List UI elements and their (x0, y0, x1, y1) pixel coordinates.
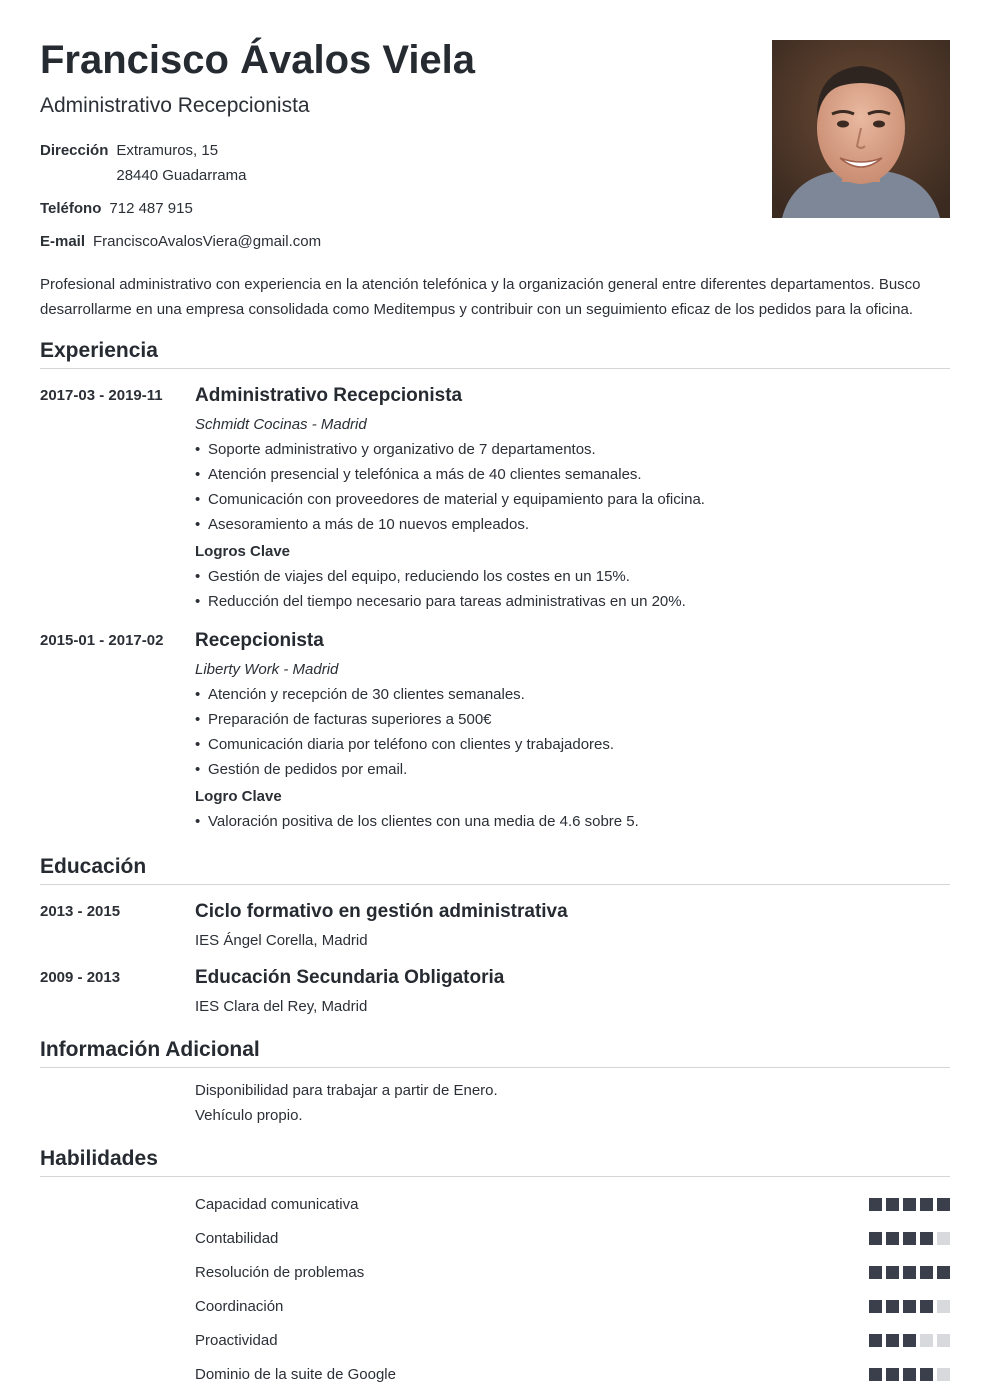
experience-section (40, 338, 950, 834)
job-title: Administrativo Recepcionista (195, 385, 463, 406)
skill-level-filled (886, 1198, 899, 1211)
skill-level-empty (937, 1368, 950, 1381)
list-item: • Atención presencial y telefónica a más de 40 clientes semanales. (195, 462, 950, 487)
experience-dates: 2017-03 - 2019-11 (40, 387, 163, 404)
skill-row (40, 1289, 950, 1323)
list-item: • Gestión de viajes del equipo, reduciendo los costes en un 15%. (195, 564, 950, 589)
skill-rating (869, 1300, 950, 1313)
additional-line: Disponibilidad para trabajar a partir de Enero. (195, 1082, 498, 1099)
skill-level-filled (920, 1300, 933, 1313)
experience-heading: Experiencia (40, 338, 950, 369)
skill-row (40, 1187, 950, 1221)
skill-rating (869, 1334, 950, 1347)
candidate-name: Francisco Ávalos Viela (40, 38, 476, 82)
institution-name: IES Clara del Rey, Madrid (195, 998, 368, 1015)
phone-label: Teléfono (40, 200, 102, 217)
achievements-label: Logro Clave (195, 788, 282, 805)
skill-level-filled (920, 1368, 933, 1381)
email-row (40, 229, 950, 254)
skill-level-filled (886, 1266, 899, 1279)
skill-level-filled (903, 1334, 916, 1347)
skill-level-filled (886, 1368, 899, 1381)
list-item: • Soporte administrativo y organizativo de 7 departamentos. (195, 437, 950, 462)
profile-photo (772, 40, 950, 218)
degree-title: Educación Secundaria Obligatoria (195, 967, 505, 988)
skill-rating (869, 1266, 950, 1279)
skill-level-filled (903, 1300, 916, 1313)
company-name: Schmidt Cocinas - Madrid (195, 416, 367, 433)
skill-level-filled (886, 1300, 899, 1313)
education-dates: 2013 - 2015 (40, 903, 121, 920)
skill-level-filled (903, 1266, 916, 1279)
experience-entry (40, 628, 950, 834)
education-dates: 2009 - 2013 (40, 969, 121, 986)
education-section (40, 854, 950, 1019)
skill-level-filled (869, 1300, 882, 1313)
skill-level-filled (869, 1266, 882, 1279)
skill-level-filled (937, 1198, 950, 1211)
skill-level-filled (869, 1198, 882, 1211)
skill-level-filled (886, 1334, 899, 1347)
skills-list (40, 1187, 950, 1391)
additional-line: Vehículo propio. (195, 1107, 303, 1124)
skill-level-filled (937, 1266, 950, 1279)
email-label: E-mail (40, 233, 86, 250)
skill-row (40, 1255, 950, 1289)
additional-heading: Información Adicional (40, 1037, 950, 1068)
address-label: Dirección (40, 142, 109, 159)
skill-level-empty (937, 1232, 950, 1245)
list-item: • Comunicación con proveedores de material y equipamiento para la oficina. (195, 487, 950, 512)
skill-level-filled (869, 1334, 882, 1347)
skill-name: Dominio de la suite de Google (195, 1365, 396, 1383)
phone-value: 712 487 915 (109, 200, 193, 217)
skill-level-empty (920, 1334, 933, 1347)
education-entry (40, 965, 950, 1019)
education-entry (40, 899, 950, 953)
list-item: • Gestión de pedidos por email. (195, 757, 950, 782)
skill-rating (869, 1368, 950, 1381)
skill-level-filled (903, 1198, 916, 1211)
skill-name: Coordinación (195, 1297, 284, 1315)
list-item: • Preparación de facturas superiores a 500€ (195, 707, 950, 732)
skill-level-empty (937, 1334, 950, 1347)
skill-level-filled (886, 1232, 899, 1245)
skill-level-filled (920, 1198, 933, 1211)
skill-level-filled (920, 1232, 933, 1245)
education-heading: Educación (40, 854, 950, 885)
job-title: Recepcionista (195, 630, 324, 651)
institution-name: IES Ángel Corella, Madrid (195, 932, 368, 949)
experience-entry (40, 383, 950, 614)
portrait-image (772, 40, 950, 218)
list-item: • Comunicación diaria por teléfono con clientes y trabajadores. (195, 732, 950, 757)
profile-summary: Profesional administrativo con experiencia en la atención telefónica y la organización general entre diferentes departamentos. Busco desarrollarme en una empresa consolidada como Meditempus y contribuir con un seguimiento eficaz de los pedidos para la oficina. (40, 276, 921, 318)
skill-level-filled (869, 1368, 882, 1381)
skill-name: Capacidad comunicativa (195, 1195, 359, 1213)
skill-row (40, 1323, 950, 1357)
address-value (116, 138, 246, 188)
skill-name: Resolución de problemas (195, 1263, 365, 1281)
skill-level-empty (937, 1300, 950, 1313)
list-item: • Reducción del tiempo necesario para tareas administrativas en un 20%. (195, 589, 950, 614)
list-item: • Valoración positiva de los clientes con una media de 4.6 sobre 5. (195, 809, 950, 834)
additional-section (40, 1037, 950, 1128)
email-value: FranciscoAvalosViera@gmail.com (93, 233, 322, 250)
skills-heading: Habilidades (40, 1146, 950, 1177)
skill-name: Proactividad (195, 1331, 278, 1349)
skill-level-filled (920, 1266, 933, 1279)
list-item: • Atención y recepción de 30 clientes semanales. (195, 682, 950, 707)
skill-level-filled (903, 1232, 916, 1245)
skill-row (40, 1357, 950, 1391)
skill-name: Contabilidad (195, 1229, 279, 1247)
skill-rating (869, 1198, 950, 1211)
skills-section (40, 1146, 950, 1391)
experience-dates: 2015-01 - 2017-02 (40, 632, 164, 649)
address-line-1: Extramuros, 15 (116, 142, 219, 159)
degree-title: Ciclo formativo en gestión administrativa (195, 901, 568, 922)
skill-level-filled (869, 1232, 882, 1245)
skill-row (40, 1221, 950, 1255)
skill-level-filled (903, 1368, 916, 1381)
candidate-title: Administrativo Recepcionista (40, 94, 310, 117)
address-line-2: 28440 Guadarrama (116, 167, 247, 184)
skill-rating (869, 1232, 950, 1245)
company-name: Liberty Work - Madrid (195, 661, 339, 678)
achievements-label: Logros Clave (195, 543, 291, 560)
list-item: • Asesoramiento a más de 10 nuevos empleados. (195, 512, 950, 537)
